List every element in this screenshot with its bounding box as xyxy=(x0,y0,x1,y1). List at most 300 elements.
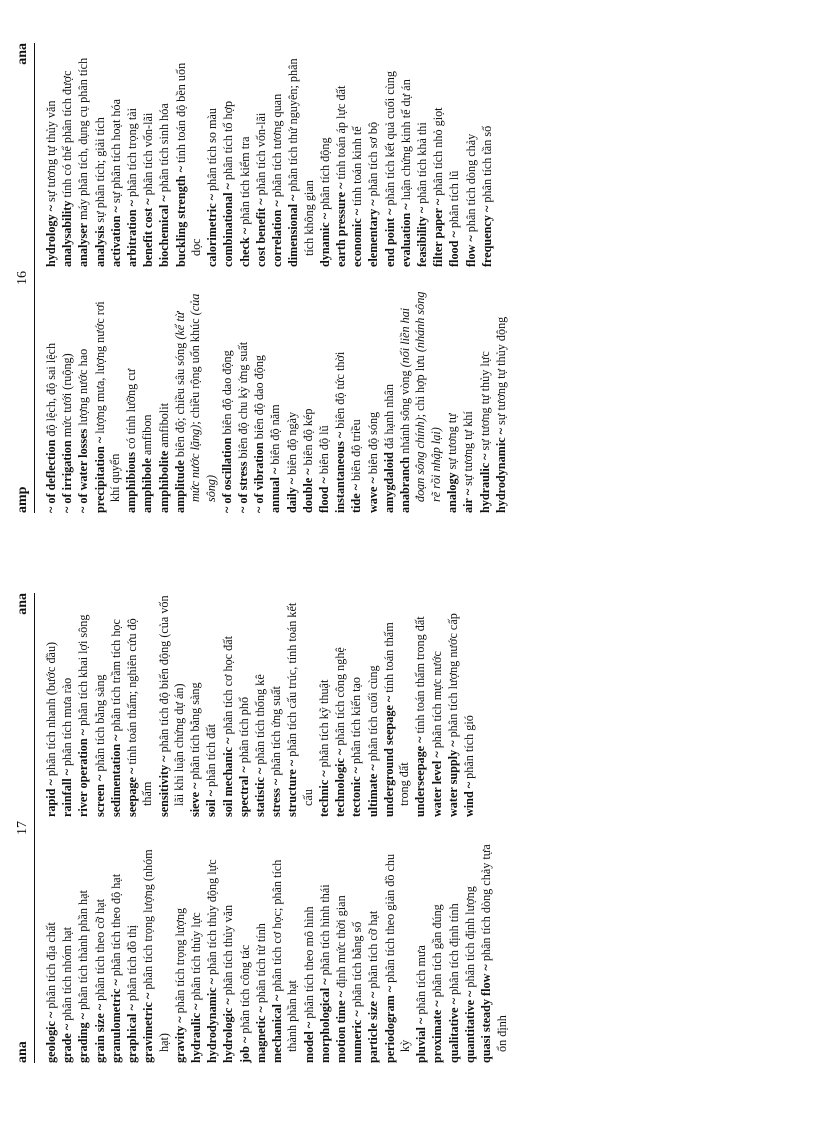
headword: anabranch xyxy=(398,456,413,513)
headword: analysability xyxy=(60,200,75,267)
headword: rainfall ~ xyxy=(60,769,75,817)
dictionary-entry xyxy=(382,291,397,513)
dictionary-entry xyxy=(366,45,381,267)
headword: analyser xyxy=(76,222,91,267)
dictionary-entry xyxy=(383,841,414,1063)
headword: wind ~ xyxy=(462,781,477,817)
definition: máy phân tích, dụng cụ phân tích xyxy=(76,57,91,223)
headword: amygdaloid xyxy=(381,452,396,513)
definition: phân tích kết quả cuối cùng xyxy=(382,71,397,209)
definition: phân tích đồ thị xyxy=(125,924,140,1005)
dictionary-entry xyxy=(188,595,203,817)
headword: flood ~ xyxy=(447,231,462,267)
entry-column-right xyxy=(44,595,478,817)
definition: phân tích bằng sàng xyxy=(188,682,203,783)
definition: phân tích tần số xyxy=(479,125,494,206)
dictionary-entry xyxy=(350,841,365,1063)
entry-column-left xyxy=(44,841,511,1063)
definition: phân tích đất xyxy=(204,724,219,790)
headword: tectonic ~ xyxy=(349,767,364,817)
headword: buckling strength ~ xyxy=(173,166,188,267)
definition: phân tích kiến tạo xyxy=(349,676,364,767)
definition: amfibolit xyxy=(156,402,171,451)
dictionary-entry xyxy=(269,595,284,817)
dictionary-entry xyxy=(220,291,235,513)
headword: proximate ~ xyxy=(430,1000,445,1063)
dictionary-entry xyxy=(141,45,156,267)
headword: activation ~ xyxy=(108,206,123,267)
dictionary-entry xyxy=(174,45,205,267)
definition: phân tích theo cỡ hạt xyxy=(92,898,107,1004)
dictionary-entry xyxy=(480,45,495,267)
dictionary-entry xyxy=(413,595,428,817)
dictionary-entry xyxy=(366,595,381,817)
headword: granulometric ~ xyxy=(108,979,123,1063)
headword: spectral ~ xyxy=(236,766,251,817)
definition: tính toán thấm trong đất xyxy=(413,616,428,737)
headword: graphical ~ xyxy=(125,1004,140,1063)
definition: phân tích mưa rào xyxy=(60,677,75,770)
headword: ~ of oscillation xyxy=(219,437,234,513)
headword: hydrodynamic ~ xyxy=(493,427,508,513)
definition: biên độ dao động xyxy=(252,354,267,443)
headword: motion time ~ xyxy=(334,990,349,1063)
dictionary-entry xyxy=(44,841,59,1063)
definition: luận chứng kinh tế dự án xyxy=(398,79,413,204)
dictionary-entry xyxy=(253,595,268,817)
dictionary-entry xyxy=(302,841,317,1063)
dictionary-entry xyxy=(430,841,445,1063)
definition: phân tích khai lợi sông xyxy=(76,614,91,729)
definition: độ lệch, độ sai lệch xyxy=(44,342,58,440)
headword: flow ~ xyxy=(463,235,478,267)
headword: technologic ~ xyxy=(333,748,348,817)
headword: gravity ~ xyxy=(172,1016,187,1063)
dictionary-entry xyxy=(334,841,349,1063)
definition-note: (kể từ mức nước lặng) xyxy=(172,311,203,502)
dictionary-entry xyxy=(109,595,124,817)
definition-note: (nối liền hai đoạn sông chính) xyxy=(398,307,428,502)
dictionary-entry xyxy=(399,45,414,267)
page-number: 17 xyxy=(15,821,30,835)
definition: lượng nước hao xyxy=(76,348,91,429)
dictionary-entry xyxy=(350,45,365,267)
dictionary-entry xyxy=(93,595,108,817)
definition: biên độ tức thời xyxy=(333,351,348,432)
headword: grading ~ xyxy=(76,1012,91,1063)
dictionary-entry xyxy=(125,841,140,1063)
headword: structure ~ xyxy=(285,759,300,817)
definition: mức tưới (ruộng) xyxy=(60,353,75,441)
headword: water level ~ xyxy=(429,751,444,817)
headword: amphibolite xyxy=(156,450,171,513)
definition: phân tích vốn-lãi xyxy=(253,112,268,199)
dictionary-entry xyxy=(157,595,188,817)
definition: phân tích vốn-lãi xyxy=(141,112,156,199)
dictionary-entry xyxy=(349,595,364,817)
definition: sự tương tự thủy văn xyxy=(44,100,58,205)
headword: analysis xyxy=(92,225,107,267)
headword: morphological ~ xyxy=(317,978,332,1063)
dictionary-entry xyxy=(333,595,348,817)
dictionary-entry xyxy=(76,841,91,1063)
dictionary-entry xyxy=(463,841,478,1063)
headword: amphibious xyxy=(124,452,139,513)
header-right-guide-word: ana xyxy=(15,43,30,65)
dictionary-entry xyxy=(479,841,510,1063)
dictionary-entry xyxy=(93,45,108,267)
definition: có tính lưỡng cư xyxy=(124,368,139,453)
definition: phân tích lũ xyxy=(447,170,462,232)
headword: ~ of irrigation xyxy=(60,440,75,513)
dictionary-entry xyxy=(285,595,316,817)
dictionary-entry xyxy=(301,291,316,513)
dictionary-entry xyxy=(254,841,269,1063)
dictionary-entry xyxy=(238,841,253,1063)
dictionary-entry xyxy=(285,291,300,513)
definition: phân tích thủy lực xyxy=(189,912,204,1004)
headword: elementary ~ xyxy=(366,199,381,267)
headword: numeric ~ xyxy=(350,1010,365,1063)
headword: hydrodynamic ~ xyxy=(205,977,220,1063)
dictionary-entry xyxy=(124,291,139,513)
headword: amplitude xyxy=(172,460,187,513)
headword: rapid ~ xyxy=(44,779,58,817)
definition: biên độ lũ xyxy=(317,425,332,478)
definition: phân tích thủy động lực xyxy=(205,859,220,978)
dictionary-entry xyxy=(76,291,91,513)
definition: sự tương tự thủy lực xyxy=(477,351,492,454)
dictionary-entry xyxy=(464,45,479,267)
definition: biên độ; chiều sâu sóng xyxy=(172,339,187,461)
definition: đá hạnh nhân xyxy=(381,384,396,453)
headword: ~ of stress xyxy=(236,461,251,513)
definition: phân tích kỹ thuật xyxy=(317,679,332,771)
definition: phân tích kiểm tra xyxy=(237,136,252,228)
page-header xyxy=(12,593,35,1063)
definition: phân tích thứ nguyên; phân tích không gian xyxy=(286,58,316,256)
dictionary-entry xyxy=(445,291,460,513)
headword: air ~ xyxy=(461,488,476,513)
dictionary-entry xyxy=(125,45,140,267)
headword: biochemical ~ xyxy=(157,195,172,267)
definition: tính toán thấm trong đất xyxy=(381,622,412,806)
dictionary-entry xyxy=(93,841,108,1063)
headword: benefit cost ~ xyxy=(141,198,156,267)
dictionary-entry xyxy=(270,45,285,267)
dictionary-entry xyxy=(205,45,220,267)
headword: sensitivity ~ xyxy=(156,755,171,817)
definition: phân tích bằng sàng xyxy=(92,674,107,775)
dictionary-entry xyxy=(236,291,251,513)
dictionary-entry xyxy=(157,45,172,267)
definition: phân tích nhanh (bước đầu) xyxy=(44,641,58,780)
definition: biên độ chu kỳ ứng suất xyxy=(236,341,251,462)
dictionary-entry xyxy=(76,45,91,267)
headword: grain size ~ xyxy=(92,1003,107,1063)
headword: quasi steady flow ~ xyxy=(479,964,494,1063)
definition: lượng mưa, lượng nước rơi khí quyển xyxy=(92,301,123,502)
definition: phân tích theo giản đồ chu kỳ xyxy=(382,853,413,1052)
headword: hydraulic ~ xyxy=(189,1003,204,1063)
definition: phân tích khả thi xyxy=(415,122,430,207)
headword: economic ~ xyxy=(350,208,365,267)
definition: tính toán kinh tế xyxy=(350,126,365,209)
headword: underground seepage ~ xyxy=(381,695,396,817)
headword: geologic ~ xyxy=(44,1011,58,1063)
dictionary-entry xyxy=(318,45,333,267)
dictionary-entry xyxy=(109,45,124,267)
headword: correlation ~ xyxy=(270,200,285,267)
headword: technic ~ xyxy=(317,770,332,817)
dictionary-entry xyxy=(125,595,156,817)
definition: sự phân tích hoạt hóa xyxy=(108,99,123,207)
headword: gravimetric ~ xyxy=(141,992,156,1063)
headword: sieve ~ xyxy=(188,782,203,817)
headword: model ~ xyxy=(301,1021,316,1063)
definition: phân tích nhóm hạt xyxy=(60,927,75,1024)
headword: ~ of deflection xyxy=(44,439,58,513)
dictionary-entry xyxy=(93,291,124,513)
definition: phân tích dòng chảy tựa ổn định xyxy=(479,844,509,1052)
headword: dimensional ~ xyxy=(286,194,301,267)
dictionary-entry xyxy=(204,595,219,817)
headword: earth pressure ~ xyxy=(334,182,349,267)
headword: stress ~ xyxy=(269,778,284,817)
page-number: 16 xyxy=(15,271,30,285)
headword: amphibole xyxy=(140,458,155,513)
dictionary-entry xyxy=(252,291,267,513)
definition: phân tích nhỏ giọt xyxy=(431,107,446,199)
dictionary-entry xyxy=(221,841,236,1063)
headword: ultimate ~ xyxy=(365,764,380,817)
headword: magnetic ~ xyxy=(253,1006,268,1063)
dictionary-entry xyxy=(60,291,75,513)
dictionary-entry xyxy=(318,841,333,1063)
definition: phân tích mưa xyxy=(414,945,429,1018)
headword: wave ~ xyxy=(365,477,380,513)
dictionary-entry xyxy=(60,841,75,1063)
definition: tính có thể phân tích được xyxy=(60,70,75,201)
dictionary-entry xyxy=(414,841,429,1063)
definition: sự phân tích; giải tích xyxy=(92,117,107,226)
definition: biên độ ngày xyxy=(284,411,299,478)
definition: phân tích cơ học; phân tích thành phần hạt xyxy=(270,859,300,1052)
definition: ; chi hợp lưu xyxy=(413,352,428,418)
headword: pluvial ~ xyxy=(414,1017,429,1063)
header-right-guide-word: ana xyxy=(15,593,30,615)
definition: phân tích động xyxy=(317,137,332,213)
dictionary-entry xyxy=(173,291,219,513)
dictionary-entry xyxy=(398,291,444,513)
headword: filter paper ~ xyxy=(431,198,446,267)
definition: phân tích gió xyxy=(462,715,477,782)
entry-column-right xyxy=(44,45,496,267)
definition: phân tích phổ xyxy=(236,696,251,767)
dictionary-entry xyxy=(461,291,476,513)
headword: water supply ~ xyxy=(445,740,460,817)
definition: phân tích cuối cùng xyxy=(365,665,380,765)
header-left-guide-word: amp xyxy=(15,486,30,513)
dictionary-entry xyxy=(76,595,91,817)
definition: phân tích trọng lượng (nhóm hạt) xyxy=(141,849,171,1052)
definition: phân tích so màu xyxy=(205,108,220,194)
definition: phân tích độ biến động (của vốn lãi khi luận chứng dự án) xyxy=(156,595,187,806)
definition: phân tích cơ học đất xyxy=(220,635,235,738)
dictionary-entry xyxy=(447,841,462,1063)
headword: evaluation ~ xyxy=(398,203,413,267)
headword: grade ~ xyxy=(60,1023,75,1063)
headword: analogy xyxy=(445,472,460,513)
dictionary-entry xyxy=(478,291,493,513)
headword: particle size ~ xyxy=(366,991,381,1063)
definition: phân tích định tính xyxy=(446,903,461,999)
dictionary-entry xyxy=(141,841,172,1063)
dictionary-entry xyxy=(44,595,59,817)
headword: combinational ~ xyxy=(221,183,236,267)
definition: phân tích sơ bộ xyxy=(366,121,381,200)
headword: seepage ~ xyxy=(125,767,140,817)
definition-note: (của sông) xyxy=(188,293,218,502)
definition: phân tích trọng tài xyxy=(125,108,140,201)
page-header xyxy=(12,43,35,513)
definition: phân tích theo mô hình xyxy=(301,906,316,1022)
headword: soil ~ xyxy=(204,790,219,817)
definition: tính toán áp lực đất xyxy=(334,85,349,183)
dictionary-entry xyxy=(366,291,381,513)
dictionary-entry xyxy=(44,291,59,513)
definition: phân tích mực nước xyxy=(429,651,444,752)
definition: phân tích cỡ hạt xyxy=(366,910,381,992)
dictionary-entry xyxy=(447,45,462,267)
dictionary-entry xyxy=(334,45,349,267)
dictionary-entry xyxy=(173,841,188,1063)
dictionary-entry xyxy=(60,45,75,267)
dictionary-entry xyxy=(383,45,398,267)
headword: job ~ xyxy=(237,1036,252,1063)
definition: phân tích tương quan xyxy=(270,93,285,201)
headword: double ~ xyxy=(300,468,315,513)
dictionary-entry xyxy=(237,595,252,817)
definition: phân tích công tác xyxy=(237,944,252,1037)
definition: amfibon xyxy=(140,414,155,459)
headword: cost benefit ~ xyxy=(253,198,268,267)
definition: ; chiều rộng uốn khúc xyxy=(188,315,203,425)
definition: phân tích thành phần hạt xyxy=(76,890,91,1013)
definition: phân tích tổ hợp xyxy=(221,100,236,184)
header-left-guide-word: ana xyxy=(15,1041,30,1063)
headword: river operation ~ xyxy=(76,728,91,817)
dictionary-entry xyxy=(140,291,155,513)
headword: mechanical ~ xyxy=(270,994,285,1063)
dictionary-entry xyxy=(205,841,220,1063)
definition: phân tích trầm tích học xyxy=(108,619,123,735)
headword: daily ~ xyxy=(284,477,299,513)
dictionary-entry xyxy=(270,841,301,1063)
definition: biên độ sóng xyxy=(365,411,380,478)
definition: phân tích lượng nước cấp xyxy=(445,613,460,741)
definition: phân tích gần đúng xyxy=(430,904,445,1001)
headword: underseepage ~ xyxy=(413,736,428,817)
definition: phân tích theo độ hạt xyxy=(108,873,123,980)
definition: phân tích cấu trúc, tính toán kết cấu xyxy=(285,602,315,806)
headword: annual ~ xyxy=(268,467,283,513)
dictionary-entry xyxy=(431,45,446,267)
headword: arbitration ~ xyxy=(125,200,140,267)
headword: check ~ xyxy=(237,227,252,267)
headword: precipitation ~ xyxy=(92,436,107,513)
definition: tính toán thấm; nghiên cứu độ thấm xyxy=(125,618,155,806)
headword: hydrologic ~ xyxy=(221,998,236,1063)
headword: ~ of vibration xyxy=(252,442,267,513)
definition: sự tương tự thủy động xyxy=(493,316,508,428)
headword: quantitative ~ xyxy=(462,990,477,1063)
definition: biên độ kép xyxy=(300,408,315,469)
headword: feasibility ~ xyxy=(415,206,430,267)
definition: phân tích sinh hóa xyxy=(157,103,172,196)
headword: dynamic ~ xyxy=(317,212,332,267)
entry-column-left xyxy=(44,291,510,513)
definition: phân tích từ tính xyxy=(253,923,268,1007)
headword: end point ~ xyxy=(382,208,397,267)
headword: statistic ~ xyxy=(253,767,268,817)
headword: soil mechanic ~ xyxy=(220,737,235,817)
definition: phân tích thống kê xyxy=(253,674,268,768)
dictionary-entry xyxy=(446,595,461,817)
headword: tide ~ xyxy=(349,483,364,513)
dictionary-entry xyxy=(415,45,430,267)
dictionary-entry xyxy=(44,45,59,267)
dictionary-entry xyxy=(317,291,332,513)
headword: qualitative ~ xyxy=(446,998,461,1063)
definition: sự tương tự khí xyxy=(461,411,476,489)
dictionary-entry xyxy=(60,595,75,817)
dictionary-entry xyxy=(430,595,445,817)
definition: phân tích bằng số xyxy=(350,921,365,1011)
dictionary-entry xyxy=(221,45,236,267)
definition: phân tích trọng lượng xyxy=(172,907,187,1017)
definition: biên độ dao động xyxy=(219,350,234,438)
dictionary-entry xyxy=(286,45,317,267)
definition: phân tích hình thái xyxy=(317,884,332,979)
headword: periodogram ~ xyxy=(382,985,397,1063)
dictionary-entry xyxy=(494,291,509,513)
definition: phân tích dòng chảy xyxy=(463,133,478,236)
definition: phân tích địa chất xyxy=(44,922,58,1012)
headword: frequency ~ xyxy=(479,205,494,267)
definition: sự tương tự xyxy=(445,413,460,473)
dictionary-entry xyxy=(382,595,413,817)
dictionary-entry xyxy=(109,841,124,1063)
headword: calorimetric ~ xyxy=(205,194,220,267)
definition: phân tích thủy văn xyxy=(221,904,236,999)
definition: phân tích định lượng xyxy=(462,886,477,991)
dictionary-entry xyxy=(317,595,332,817)
dictionary-entry xyxy=(366,841,381,1063)
dictionary-entry xyxy=(221,595,236,817)
definition: nhánh sông vòng xyxy=(398,367,413,457)
dictionary-entry xyxy=(268,291,283,513)
headword: hydraulic ~ xyxy=(477,453,492,513)
definition: phân tích ứng suất xyxy=(269,686,284,779)
definition: phân tích công nghệ xyxy=(333,647,348,749)
headword: ~ of water losses xyxy=(76,428,91,513)
headword: screen ~ xyxy=(92,774,107,817)
definition: biên độ triều xyxy=(349,419,364,484)
headword: sedimentation ~ xyxy=(108,734,123,817)
definition: biên độ năm xyxy=(268,404,283,468)
dictionary-entry xyxy=(333,291,348,513)
